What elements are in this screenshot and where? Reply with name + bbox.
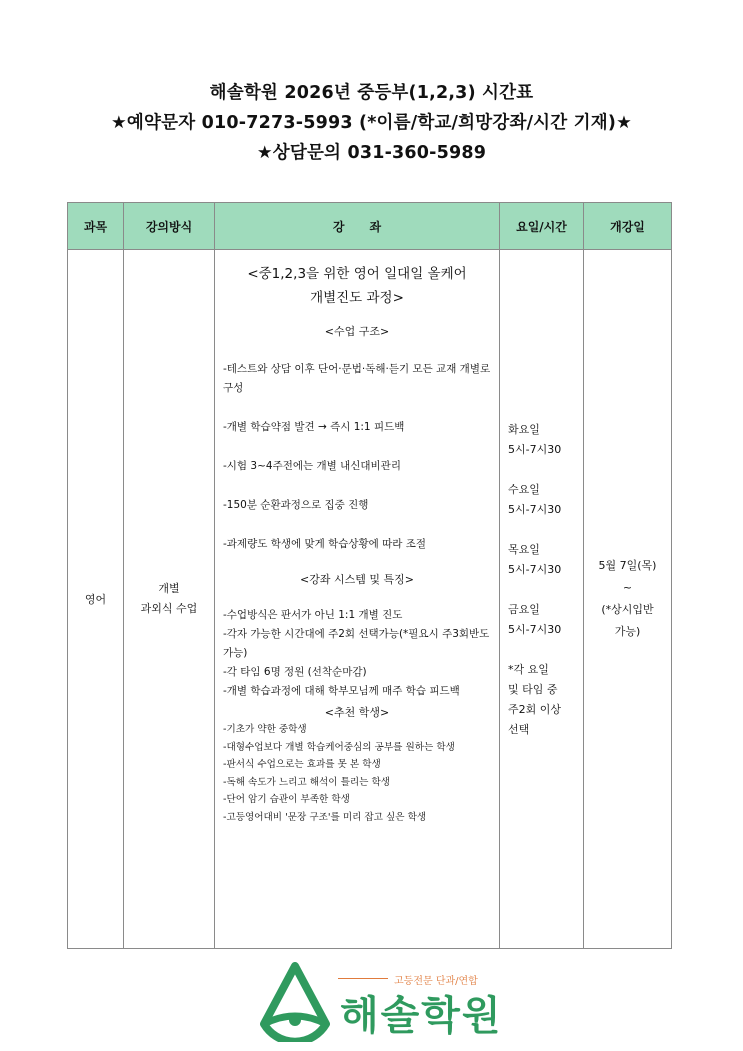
recommend-heading: <추천 학생> (324, 706, 390, 719)
schedule-cell (500, 250, 584, 949)
schedule-note-line: 선택 (508, 723, 530, 736)
schedule-time: 5시-7시30 (508, 503, 562, 516)
logo-divider (338, 978, 388, 979)
recommend-item: -단어 암기 습관이 부족한 학생 (223, 794, 350, 805)
structure-item: -과제량도 학생에 맞게 학습상황에 따라 조절 (223, 538, 427, 550)
system-item: -각 타임 6명 정원 (선착순마감) (223, 666, 367, 678)
col-opening: 개강일 (584, 203, 672, 250)
col-subject: 과목 (68, 203, 124, 250)
structure-item: -개별 학습약점 발견 → 즉시 1:1 피드백 (223, 421, 405, 433)
subject-cell (68, 250, 124, 949)
structure-item: -테스트와 상담 이후 단어·문법·독해·듣기 모든 교재 개별로 구성 (223, 363, 491, 394)
schedule-note-line: *각 요일 (508, 663, 549, 676)
system-item: -각자 가능한 시간대에 주2회 선택가능(*필요시 주3회반도 가능) (223, 628, 490, 659)
schedule-time: 5시-7시30 (508, 623, 562, 636)
logo-name: 해솔학원 (340, 993, 503, 1039)
schedule-day: 목요일 (508, 543, 540, 556)
system-heading: <강좌 시스템 및 특징> (300, 573, 414, 586)
structure-item: -150분 순환과정으로 집중 진행 (223, 499, 369, 511)
lecture-title (223, 262, 491, 310)
opening-tilde: ~ (622, 581, 633, 594)
method-cell (124, 250, 215, 949)
col-method: 강의방식 (124, 203, 215, 250)
lecture-title-line-2: 개별진도 과정> (310, 290, 404, 306)
recommend-item: -대형수업보다 개별 학습케어중심의 공부를 원하는 학생 (223, 741, 455, 753)
method-line-2: 과외식 수업 (140, 602, 198, 615)
recommend-item: -독해 속도가 느리고 해석이 틀리는 학생 (223, 776, 390, 788)
system-item: -수업방식은 판서가 아닌 1:1 개별 진도 (223, 609, 403, 621)
triangle-logo-icon (256, 962, 334, 1042)
opening-cell (584, 250, 672, 949)
schedule-day: 수요일 (508, 483, 540, 496)
schedule-block (508, 600, 583, 640)
schedule-note-line: 주2회 이상 (508, 703, 561, 716)
logo-tagline: 고등전문 단과/연합 (394, 976, 478, 987)
col-schedule: 요일/시간 (500, 203, 584, 250)
schedule-day: 화요일 (508, 423, 540, 436)
subject-text: 영어 (84, 593, 107, 606)
table-row (68, 250, 672, 949)
opening-note: (*상시입반 (601, 603, 654, 616)
method-line-1: 개별 (158, 582, 180, 595)
system-item: -개별 학습과정에 대해 학부모님께 매주 학습 피드백 (223, 685, 460, 697)
schedule-time: 5시-7시30 (508, 563, 562, 576)
col-lecture: 강 좌 (215, 203, 500, 250)
recommend-item: -판서식 수업으로는 효과를 못 본 학생 (223, 759, 381, 770)
reservation-line: ★예약문자 010-7273-5993 (*이름/학교/희망강좌/시간 기재)★ (111, 113, 632, 133)
schedule-time: 5시-7시30 (508, 443, 562, 456)
schedule-note-line: 및 타임 중 (508, 683, 558, 696)
recommend-item: -기초가 약한 중학생 (223, 724, 307, 735)
schedule-day: 금요일 (508, 603, 540, 616)
page-title: 해솔학원 2026년 중등부(1,2,3) 시간표 (209, 83, 534, 103)
table-header-row (68, 203, 672, 250)
recommend-item: -고등영어대비 '문장 구조'를 미리 잡고 싶은 학생 (223, 811, 427, 823)
page-header (0, 78, 743, 168)
schedule-block (508, 420, 583, 460)
schedule-note (508, 660, 583, 740)
consult-line: ★상담문의 031-360-5989 (256, 143, 487, 163)
opening-note: 가능) (614, 625, 641, 638)
lecture-cell (215, 250, 500, 949)
opening-date: 5월 7일(목) (598, 559, 657, 572)
structure-heading: <수업 구조> (324, 325, 390, 338)
lecture-title-line-1: <중1,2,3을 위한 영어 일대일 올케어 (247, 266, 467, 282)
schedule-table (67, 202, 672, 949)
schedule-block (508, 540, 583, 580)
academy-logo (256, 962, 516, 1042)
schedule-block (508, 480, 583, 520)
structure-item: -시험 3~4주전에는 개별 내신대비관리 (223, 460, 401, 472)
